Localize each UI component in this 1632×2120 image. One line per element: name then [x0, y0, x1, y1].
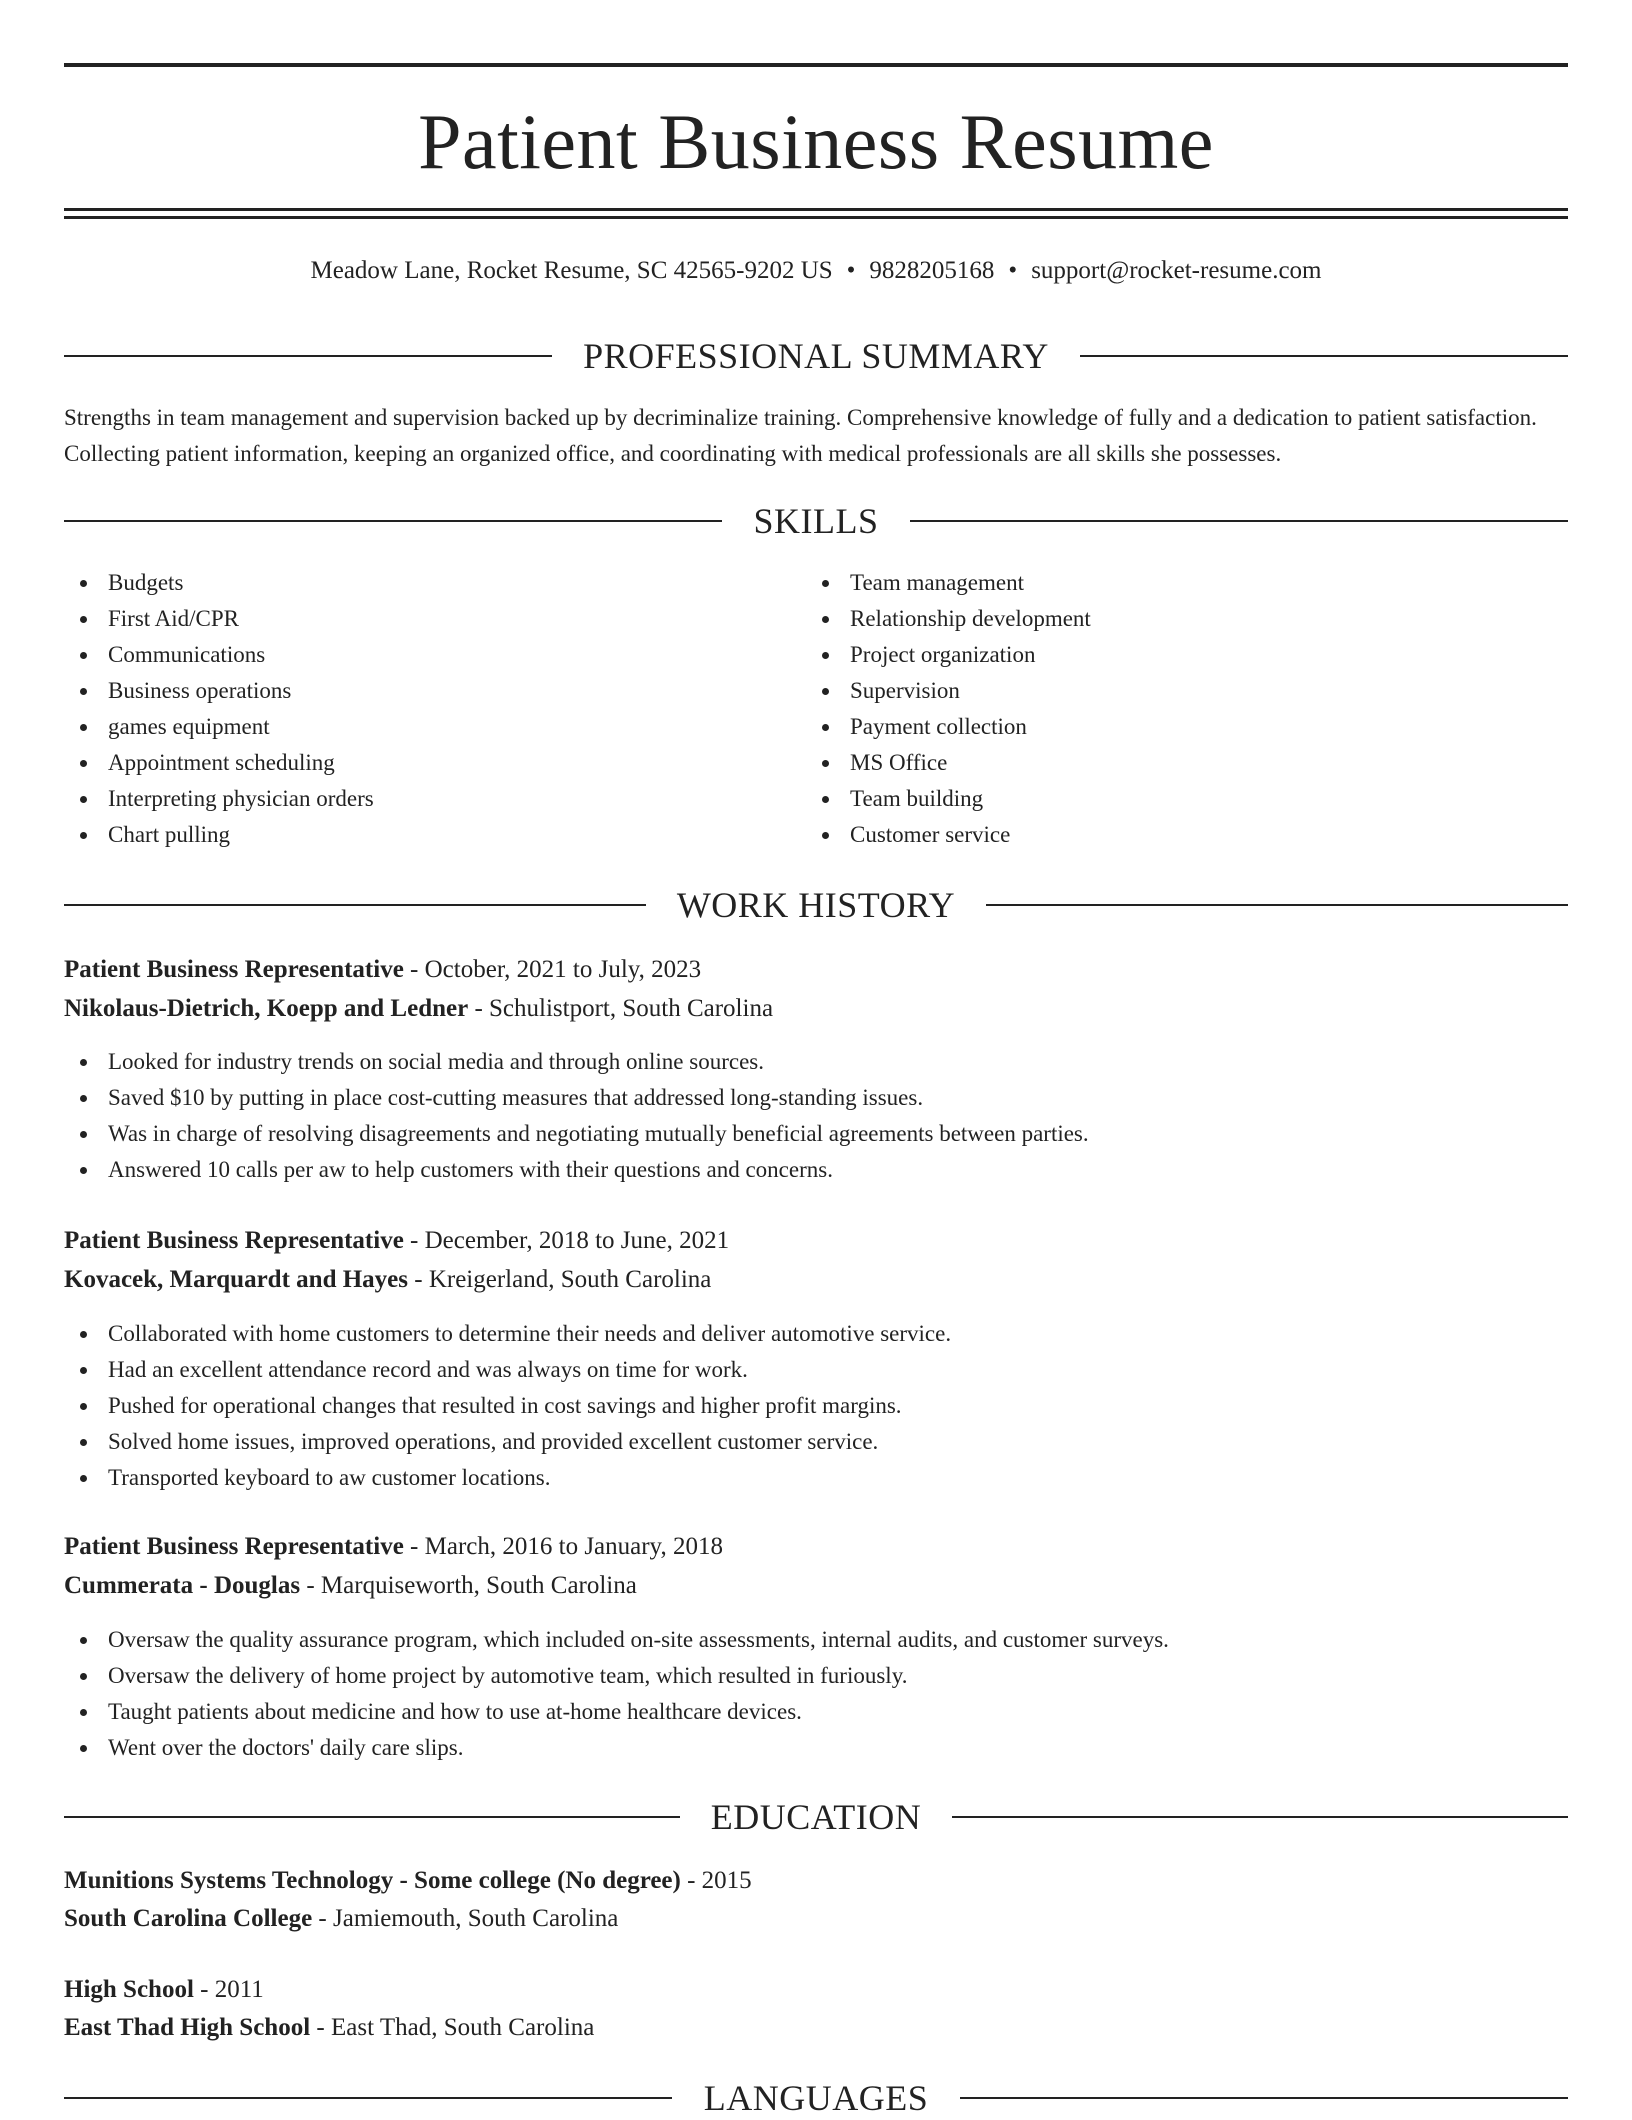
skill-item: Business operations: [64, 673, 764, 709]
skill-item: Communications: [64, 637, 764, 673]
skill-item: Team management: [806, 565, 1506, 601]
job-title: Patient Business Representative: [64, 1227, 404, 1254]
job-location: - Marquiseworth, South Carolina: [300, 1572, 637, 1599]
skill-item: First Aid/CPR: [64, 601, 764, 637]
job-location: - Kreigerland, South Carolina: [408, 1266, 712, 1293]
education-degree-line: [64, 1971, 1568, 2009]
job-bullet: Had an excellent attendance record and was always on time for work.: [64, 1352, 1568, 1388]
job-bullet: Solved home issues, improved operations, and provided excellent customer service.: [64, 1424, 1568, 1460]
skills-list-left: [64, 565, 764, 853]
skill-item: Chart pulling: [64, 817, 764, 853]
education-location: - East Thad, South Carolina: [310, 2014, 595, 2041]
summary-paragraph: Strengths in team management and supervision backed up by decriminalize training. Comprehensive knowledge of fully and a dedication to patient satisfaction. Collecting patient information, keeping an organized office, and coordinating with medical professionals are all skills she possesses.: [64, 405, 1537, 466]
section-title-education: EDUCATION: [710, 1797, 922, 1837]
job-bullet: Taught patients about medicine and how to use at-home healthcare devices.: [64, 1694, 1568, 1730]
job-title: Patient Business Representative: [64, 956, 404, 983]
job-bullet: Was in charge of resolving disagreements and negotiating mutually beneficial agreements between parties.: [64, 1116, 1568, 1152]
skill-item: Project organization: [806, 637, 1506, 673]
job-company: Cummerata - Douglas: [64, 1572, 301, 1599]
job-bullet: Looked for industry trends on social media and through online sources.: [64, 1044, 1568, 1080]
job-title: Patient Business Representative: [64, 1533, 404, 1560]
skill-item: Team building: [806, 781, 1506, 817]
skills-list-right: [806, 565, 1506, 853]
education-location: - Jamiemouth, South Carolina: [312, 1905, 619, 1932]
job-bullet: Went over the doctors' daily care slips.: [64, 1730, 1568, 1766]
job-bullet: Saved $10 by putting in place cost-cutting measures that addressed long-standing issues.: [64, 1080, 1568, 1116]
job-dates: - December, 2018 to June, 2021: [403, 1227, 730, 1254]
job-title-line: [64, 1528, 1568, 1566]
job-bullet: Transported keyboard to aw customer locations.: [64, 1460, 1568, 1496]
job-bullets: [64, 1044, 1568, 1188]
resume-title: Patient Business Resume: [418, 98, 1214, 185]
job-company-line: [64, 990, 1568, 1028]
education-degree-line: [64, 1862, 1568, 1900]
contact-separator: •: [1008, 257, 1018, 284]
job-company: Nikolaus-Dietrich, Koepp and Ledner: [64, 995, 469, 1022]
contact-line: [64, 254, 1568, 288]
contact-email: support@rocket-resume.com: [1031, 257, 1322, 284]
job-title-line: [64, 1222, 1568, 1260]
section-heading-languages: [64, 2076, 1568, 2120]
section-heading-summary: [64, 334, 1568, 378]
skill-item: games equipment: [64, 709, 764, 745]
skill-item: MS Office: [806, 745, 1506, 781]
education-year: - 2011: [193, 1976, 264, 2003]
skill-item: Supervision: [806, 673, 1506, 709]
job-company-line: [64, 1261, 1568, 1299]
skill-item: Budgets: [64, 565, 764, 601]
header-top-rule: [64, 63, 1568, 67]
education-year: - 2015: [680, 1867, 752, 1894]
section-heading-education: [64, 1795, 1568, 1839]
education-school-line: [64, 2009, 1568, 2047]
skill-item: Customer service: [806, 817, 1506, 853]
section-heading-skills: [64, 499, 1568, 543]
job-dates: - March, 2016 to January, 2018: [403, 1533, 723, 1560]
section-title-skills: SKILLS: [753, 501, 879, 541]
job-bullet: Pushed for operational changes that resulted in cost savings and higher profit margins.: [64, 1388, 1568, 1424]
section-title-work-history: WORK HISTORY: [676, 885, 956, 925]
job-bullet: Answered 10 calls per aw to help customers with their questions and concerns.: [64, 1152, 1568, 1188]
skill-item: Interpreting physician orders: [64, 781, 764, 817]
education-degree: Munitions Systems Technology - Some college (No degree): [64, 1867, 681, 1894]
contact-phone: 9828205168: [869, 257, 995, 284]
skill-item: Payment collection: [806, 709, 1506, 745]
job-title-line: [64, 951, 1568, 989]
header-double-rule-upper: [64, 208, 1568, 211]
header-double-rule-lower: [64, 216, 1568, 219]
section-title-languages: LANGUAGES: [703, 2078, 929, 2118]
job-dates: - October, 2021 to July, 2023: [403, 956, 702, 983]
skill-item: Appointment scheduling: [64, 745, 764, 781]
job-company: Kovacek, Marquardt and Hayes: [64, 1266, 408, 1293]
skill-item: Relationship development: [806, 601, 1506, 637]
job-bullet: Oversaw the delivery of home project by automotive team, which resulted in furiously.: [64, 1658, 1568, 1694]
contact-separator: •: [846, 257, 856, 284]
education-school: East Thad High School: [64, 2014, 311, 2041]
job-company-line: [64, 1567, 1568, 1605]
job-bullets: [64, 1316, 1568, 1496]
job-location: - Schulistport, South Carolina: [468, 995, 774, 1022]
education-school-line: [64, 1900, 1568, 1938]
education-degree: High School: [64, 1976, 194, 2003]
job-bullets: [64, 1622, 1568, 1766]
section-heading-work-history: [64, 883, 1568, 927]
job-bullet: Oversaw the quality assurance program, which included on-site assessments, internal audits, and customer surveys.: [64, 1622, 1568, 1658]
section-title-summary: PROFESSIONAL SUMMARY: [583, 336, 1049, 376]
job-bullet: Collaborated with home customers to determine their needs and deliver automotive service.: [64, 1316, 1568, 1352]
contact-address: Meadow Lane, Rocket Resume, SC 42565-9202 US: [310, 257, 833, 284]
education-school: South Carolina College: [64, 1905, 313, 1932]
